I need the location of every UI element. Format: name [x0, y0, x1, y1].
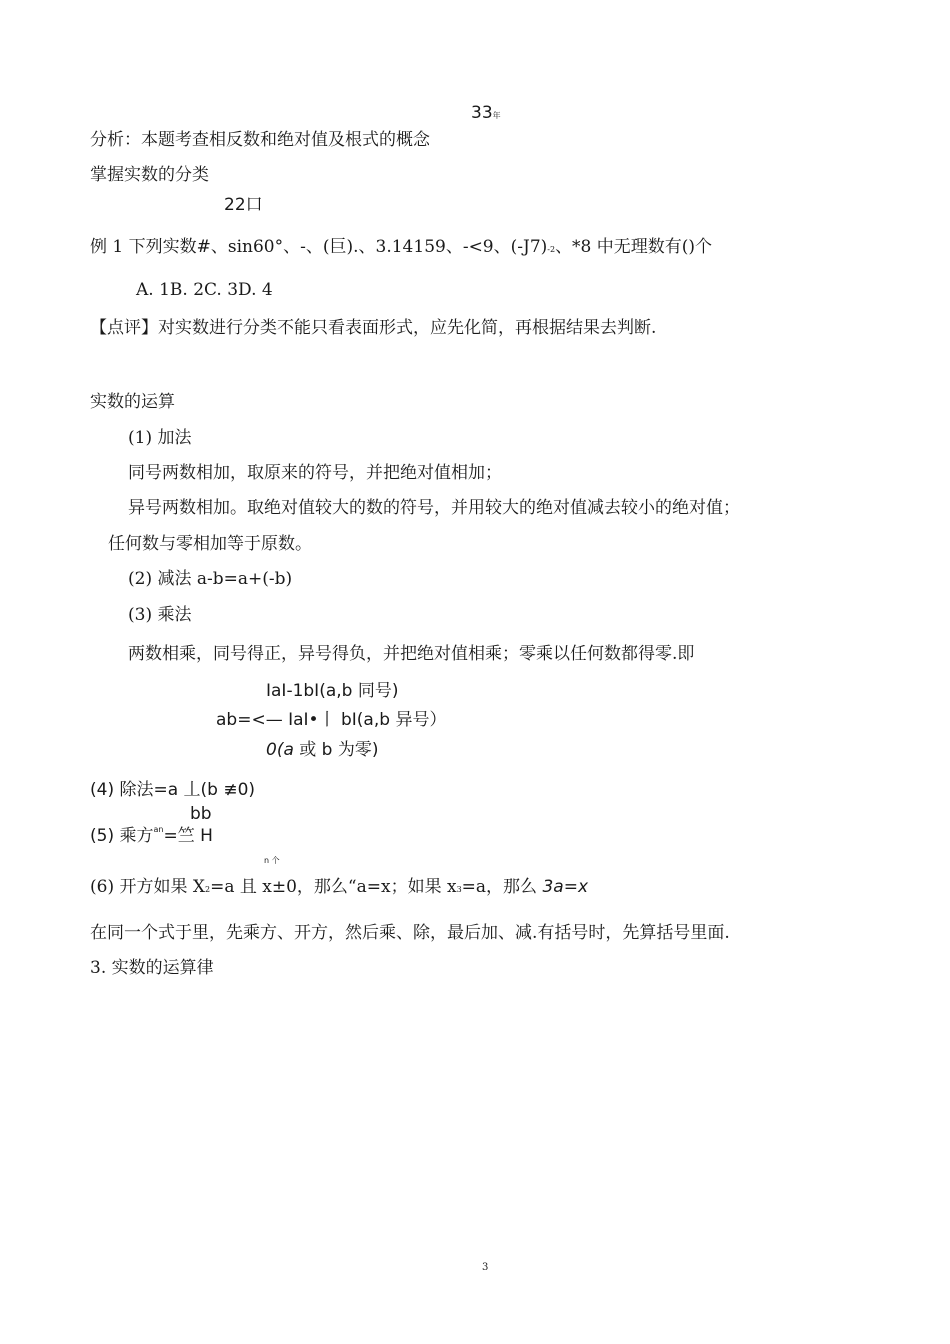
example-1	[90, 236, 712, 258]
addition-rule-2: 异号两数相加。取绝对值较大的数的符号，并用较大的绝对值减去较小的绝对值；	[128, 498, 740, 518]
division-denominator: bb	[190, 804, 212, 824]
example-text: 例 1 下列实数#、sin60°、-、(巨).、3.14159、-<9、(-J7)	[90, 237, 548, 257]
next-section-heading: 3. 实数的运算律	[90, 958, 214, 978]
review-note: 【点评】对实数进行分类不能只看表面形式，应先化简，再根据结果去判断.	[90, 318, 657, 338]
example-sub: -2	[547, 245, 556, 254]
root-sub-1: 2	[205, 885, 211, 894]
analysis-text: 分析：本题考查相反数和绝对值及根式的概念	[90, 130, 430, 150]
addition-rule-1: 同号两数相加，取原来的符号，并把绝对值相加；	[128, 463, 502, 483]
power-lead: (5) 乘方	[90, 826, 154, 846]
addition-rule-3: 任何数与零相加等于原数。	[108, 534, 312, 554]
root-mid: =a 且 x±0，那么“a=x；如果 x	[210, 877, 457, 897]
addition-title: (1) 加法	[128, 428, 192, 448]
operations-title: 实数的运算	[90, 392, 175, 412]
root-tail-2: 3a=x	[542, 877, 589, 897]
root-sub-2: 3	[456, 885, 462, 894]
root-lead: (6) 开方如果 X	[90, 877, 205, 897]
order-of-operations: 在同一个式于里，先乘方、开方，然后乘、除，最后加、减.有括号时，先算括号里面.	[90, 923, 730, 943]
power-rule	[90, 825, 213, 847]
multiplication-rule: 两数相乘，同号得正，异号得负，并把绝对值相乘；零乘以任何数都得零.即	[128, 644, 695, 664]
header-formula-main: 33	[471, 103, 493, 123]
page-number: 3	[482, 1262, 489, 1273]
multiplication-case-2-lead: ab=<—	[216, 710, 283, 730]
power-sup: an	[153, 825, 164, 834]
multiplication-case-2	[216, 709, 446, 731]
multiplication-title: (3) 乘法	[128, 605, 192, 625]
classify-formula: 22口	[224, 195, 263, 215]
multiplication-case-3-a: 0(a	[266, 740, 294, 760]
power-under: n 个	[264, 856, 280, 865]
root-tail-1: =a，那么	[461, 877, 543, 897]
multiplication-case-1: IaI-1bI(a,b 同号)	[266, 681, 399, 701]
classify-title: 掌握实数的分类	[90, 165, 209, 185]
multiplication-case-3-b: 或 b 为零)	[293, 740, 379, 760]
example-tail: 、*8 中无理数有()个	[555, 237, 713, 257]
power-tail: =竺 H	[163, 826, 213, 846]
header-formula-sup: 年	[492, 111, 501, 120]
multiplication-case-2-rest: IaI•丨 bI(a,b 异号）	[288, 710, 447, 730]
example-options: A. 1B. 2C. 3D. 4	[136, 280, 273, 300]
header-formula	[471, 102, 501, 124]
division-rule: (4) 除法=a 丄(b ≢0)	[90, 780, 256, 800]
multiplication-case-3	[266, 739, 379, 761]
root-rule	[90, 876, 588, 898]
subtraction-rule: (2) 减法 a-b=a+(-b)	[128, 569, 293, 589]
